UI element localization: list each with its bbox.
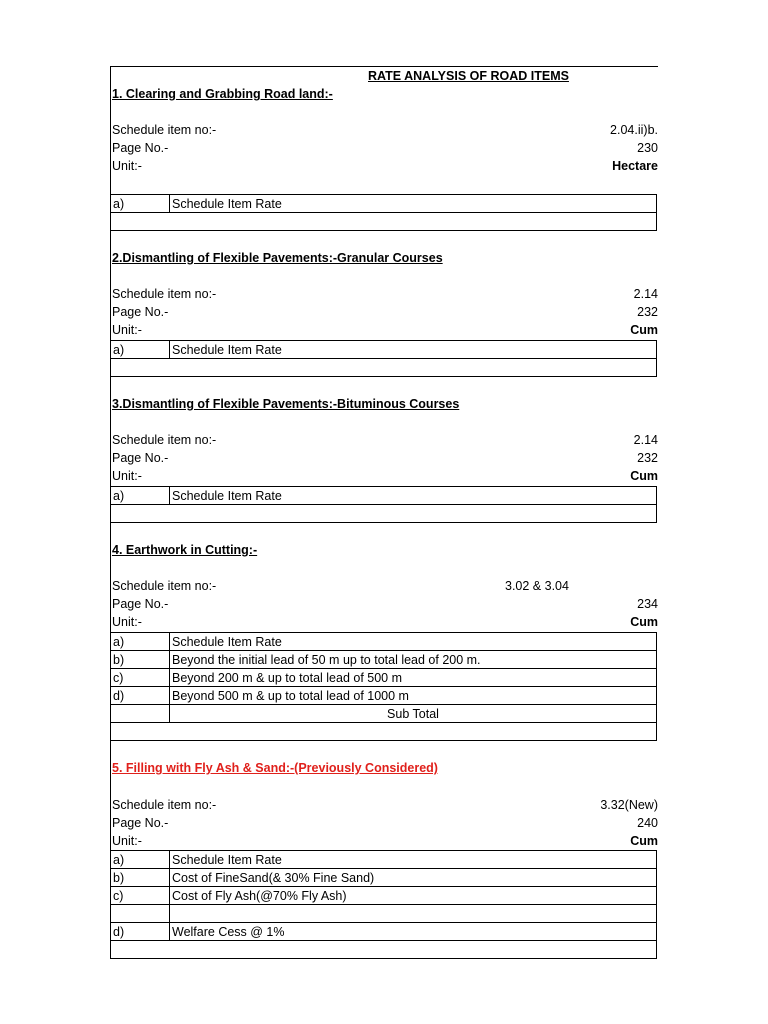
section-4-unit-value: Cum: [630, 615, 658, 629]
table-row: [111, 941, 657, 959]
section-2-table: [110, 340, 657, 377]
row-desc: Schedule Item Rate: [170, 341, 657, 359]
table-row: [111, 869, 657, 887]
section-3-heading: 3.Dismantling of Flexible Pavements:-Bituminous Courses: [112, 397, 460, 411]
row-key: a): [111, 195, 170, 213]
row-desc: Beyond the initial lead of 50 m up to total lead of 200 m.: [170, 651, 657, 669]
row-key: c): [111, 669, 170, 687]
empty-cell: [111, 705, 170, 723]
section-4-page-value: 234: [637, 597, 658, 611]
table-row: [111, 341, 657, 359]
section-1-unit-label: Unit:-: [112, 159, 142, 173]
section-2-page-label: Page No.-: [112, 305, 169, 319]
row-key: a): [111, 341, 170, 359]
table-row: [111, 669, 657, 687]
table-row: [111, 633, 657, 651]
table-row: [111, 687, 657, 705]
table-row: [111, 905, 657, 923]
empty-cell: [111, 723, 657, 741]
row-desc: Schedule Item Rate: [170, 851, 657, 869]
row-key: b): [111, 651, 170, 669]
spreadsheet-page: [110, 66, 658, 956]
section-4-schedule-value: 3.02 & 3.04: [505, 579, 569, 593]
section-1-page-value: 230: [637, 141, 658, 155]
table-row: [111, 705, 657, 723]
section-3-unit-label: Unit:-: [112, 469, 142, 483]
row-desc: Welfare Cess @ 1%: [170, 923, 657, 941]
table-row: [111, 195, 657, 213]
table-row: [111, 359, 657, 377]
section-5-page-label: Page No.-: [112, 816, 169, 830]
row-desc: Schedule Item Rate: [170, 487, 657, 505]
section-3-schedule-value: 2.14: [633, 433, 658, 447]
section-3-unit-value: Cum: [630, 469, 658, 483]
section-4-unit-label: Unit:-: [112, 615, 142, 629]
row-key: d): [111, 923, 170, 941]
section-2-unit-value: Cum: [630, 323, 658, 337]
section-1-heading: 1. Clearing and Grabbing Road land:-: [112, 87, 333, 101]
row-key: a): [111, 851, 170, 869]
empty-cell: [111, 905, 170, 923]
section-2-page-value: 232: [637, 305, 658, 319]
table-row: [111, 851, 657, 869]
section-5-schedule-value: 3.32(New): [600, 798, 658, 812]
row-desc: Beyond 500 m & up to total lead of 1000 m: [170, 687, 657, 705]
row-desc: Cost of FineSand(& 30% Fine Sand): [170, 869, 657, 887]
section-1-page-label: Page No.-: [112, 141, 169, 155]
row-desc: Beyond 200 m & up to total lead of 500 m: [170, 669, 657, 687]
table-row: [111, 887, 657, 905]
row-desc: Schedule Item Rate: [170, 195, 657, 213]
section-1-table: [110, 194, 657, 231]
section-5-unit-label: Unit:-: [112, 834, 142, 848]
section-1-schedule-label: Schedule item no:-: [112, 123, 217, 137]
empty-cell: [111, 941, 657, 959]
section-2-schedule-value: 2.14: [633, 287, 658, 301]
section-3-page-label: Page No.-: [112, 451, 169, 465]
section-4-schedule-label: Schedule item no:-: [112, 579, 217, 593]
section-2-unit-label: Unit:-: [112, 323, 142, 337]
section-2-schedule-label: Schedule item no:-: [112, 287, 217, 301]
table-row: [111, 213, 657, 231]
section-5-schedule-label: Schedule item no:-: [112, 798, 217, 812]
section-2-heading: 2.Dismantling of Flexible Pavements:-Granular Courses: [112, 251, 443, 265]
section-1-unit-value: Hectare: [612, 159, 658, 173]
row-key: a): [111, 487, 170, 505]
empty-cell: [111, 359, 657, 377]
empty-cell: [111, 213, 657, 231]
row-desc: Schedule Item Rate: [170, 633, 657, 651]
row-key: a): [111, 633, 170, 651]
section-5-page-value: 240: [637, 816, 658, 830]
page-title: RATE ANALYSIS OF ROAD ITEMS: [368, 69, 569, 83]
section-4-page-label: Page No.-: [112, 597, 169, 611]
row-key: b): [111, 869, 170, 887]
section-1-schedule-value: 2.04.ii)b.: [610, 123, 658, 137]
table-row: [111, 723, 657, 741]
section-5-table: [110, 850, 657, 959]
empty-cell: [111, 505, 657, 523]
section-5-unit-value: Cum: [630, 834, 658, 848]
section-5-heading: 5. Filling with Fly Ash & Sand:-(Previously Considered): [112, 761, 438, 775]
table-row: [111, 651, 657, 669]
row-key: d): [111, 687, 170, 705]
top-border: [110, 66, 658, 67]
section-3-schedule-label: Schedule item no:-: [112, 433, 217, 447]
section-3-page-value: 232: [637, 451, 658, 465]
row-key: c): [111, 887, 170, 905]
section-3-table: [110, 486, 657, 523]
section-4-table: [110, 632, 657, 741]
row-desc: Cost of Fly Ash(@70% Fly Ash): [170, 887, 657, 905]
section-4-heading: 4. Earthwork in Cutting:-: [112, 543, 258, 557]
table-row: [111, 923, 657, 941]
table-row: [111, 487, 657, 505]
subtotal-label: Sub Total: [170, 705, 657, 723]
table-row: [111, 505, 657, 523]
empty-cell: [170, 905, 657, 923]
